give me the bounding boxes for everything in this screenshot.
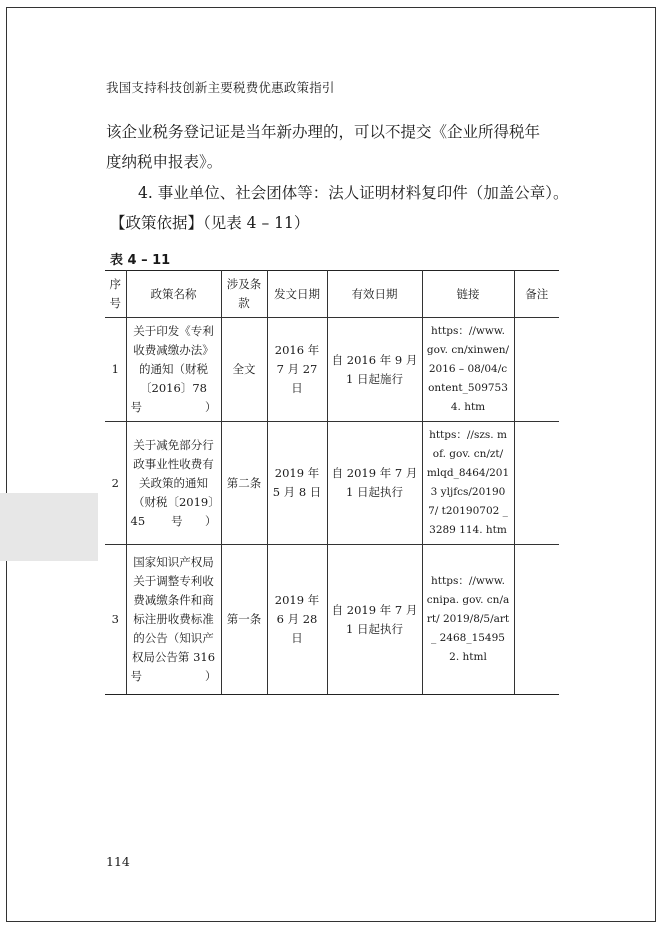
header-seq: 序号 [105, 271, 126, 318]
cell-note [514, 545, 559, 695]
cell-seq: 2 [105, 422, 126, 545]
cell-clause: 第二条 [221, 422, 267, 545]
cell-policy-name: 关于印发《专利收费减缴办法》的通知（财税〔2016〕78 号） [126, 318, 221, 422]
policy-table [105, 270, 559, 695]
cell-issue-date: 2019 年 5 月 8 日 [267, 422, 327, 545]
cell-link[interactable]: https：//www. gov. cn/xinwen/ 2016 – 08/04/content_5097534. htm [422, 318, 514, 422]
table-caption: 表 4 – 11 [110, 253, 171, 268]
header-note: 备注 [514, 271, 559, 318]
page-number: 114 [106, 854, 130, 869]
cell-issue-date: 2016 年 7 月 27 日 [267, 318, 327, 422]
header-clause: 涉及条款 [221, 271, 267, 318]
cell-note [514, 318, 559, 422]
cell-link[interactable]: https：//szs. mof. gov. cn/zt/ mlqd_8464/2013 yljfcs/201907/ t20190702 _ 3289 114. htm [422, 422, 514, 545]
body-paragraph-line: 度纳税申报表》。 [106, 153, 223, 171]
cell-link[interactable]: https：//www. cnipa. gov. cn/art/ 2019/8/5/art_ 2468_154952. html [422, 545, 514, 695]
header-effective: 有效日期 [327, 271, 422, 318]
cell-seq: 3 [105, 545, 126, 695]
table-row [105, 318, 559, 422]
header-name: 政策名称 [126, 271, 221, 318]
cell-clause: 全文 [221, 318, 267, 422]
chapter-side-tab [0, 493, 98, 561]
body-paragraph-line: 该企业税务登记证是当年新办理的，可以不提交《企业所得税年 [106, 123, 541, 141]
policy-basis-line: 【政策依据】（见表 4 – 11） [110, 214, 310, 232]
cell-policy-name: 国家知识产权局关于调整专利收费减缴条件和商标注册收费标准的公告（知识产权局公告第 316 号） [126, 545, 221, 695]
cell-clause: 第一条 [221, 545, 267, 695]
cell-note [514, 422, 559, 545]
cell-effective-date: 自 2019 年 7 月 1 日起执行 [327, 545, 422, 695]
table-header-row [105, 271, 559, 318]
table-row [105, 545, 559, 695]
header-link: 链接 [422, 271, 514, 318]
body-paragraph-line: 4. 事业单位、社会团体等：法人证明材料复印件（加盖公章）。 [138, 184, 569, 202]
running-header: 我国支持科技创新主要税费优惠政策指引 [106, 80, 335, 95]
cell-effective-date: 自 2016 年 9 月 1 日起施行 [327, 318, 422, 422]
cell-issue-date: 2019 年 6 月 28 日 [267, 545, 327, 695]
cell-seq: 1 [105, 318, 126, 422]
table-row [105, 422, 559, 545]
header-date: 发文日期 [267, 271, 327, 318]
cell-effective-date: 自 2019 年 7 月 1 日起执行 [327, 422, 422, 545]
cell-policy-name: 关于减免部分行政事业性收费有关政策的通知（财税〔2019〕45 号） [126, 422, 221, 545]
